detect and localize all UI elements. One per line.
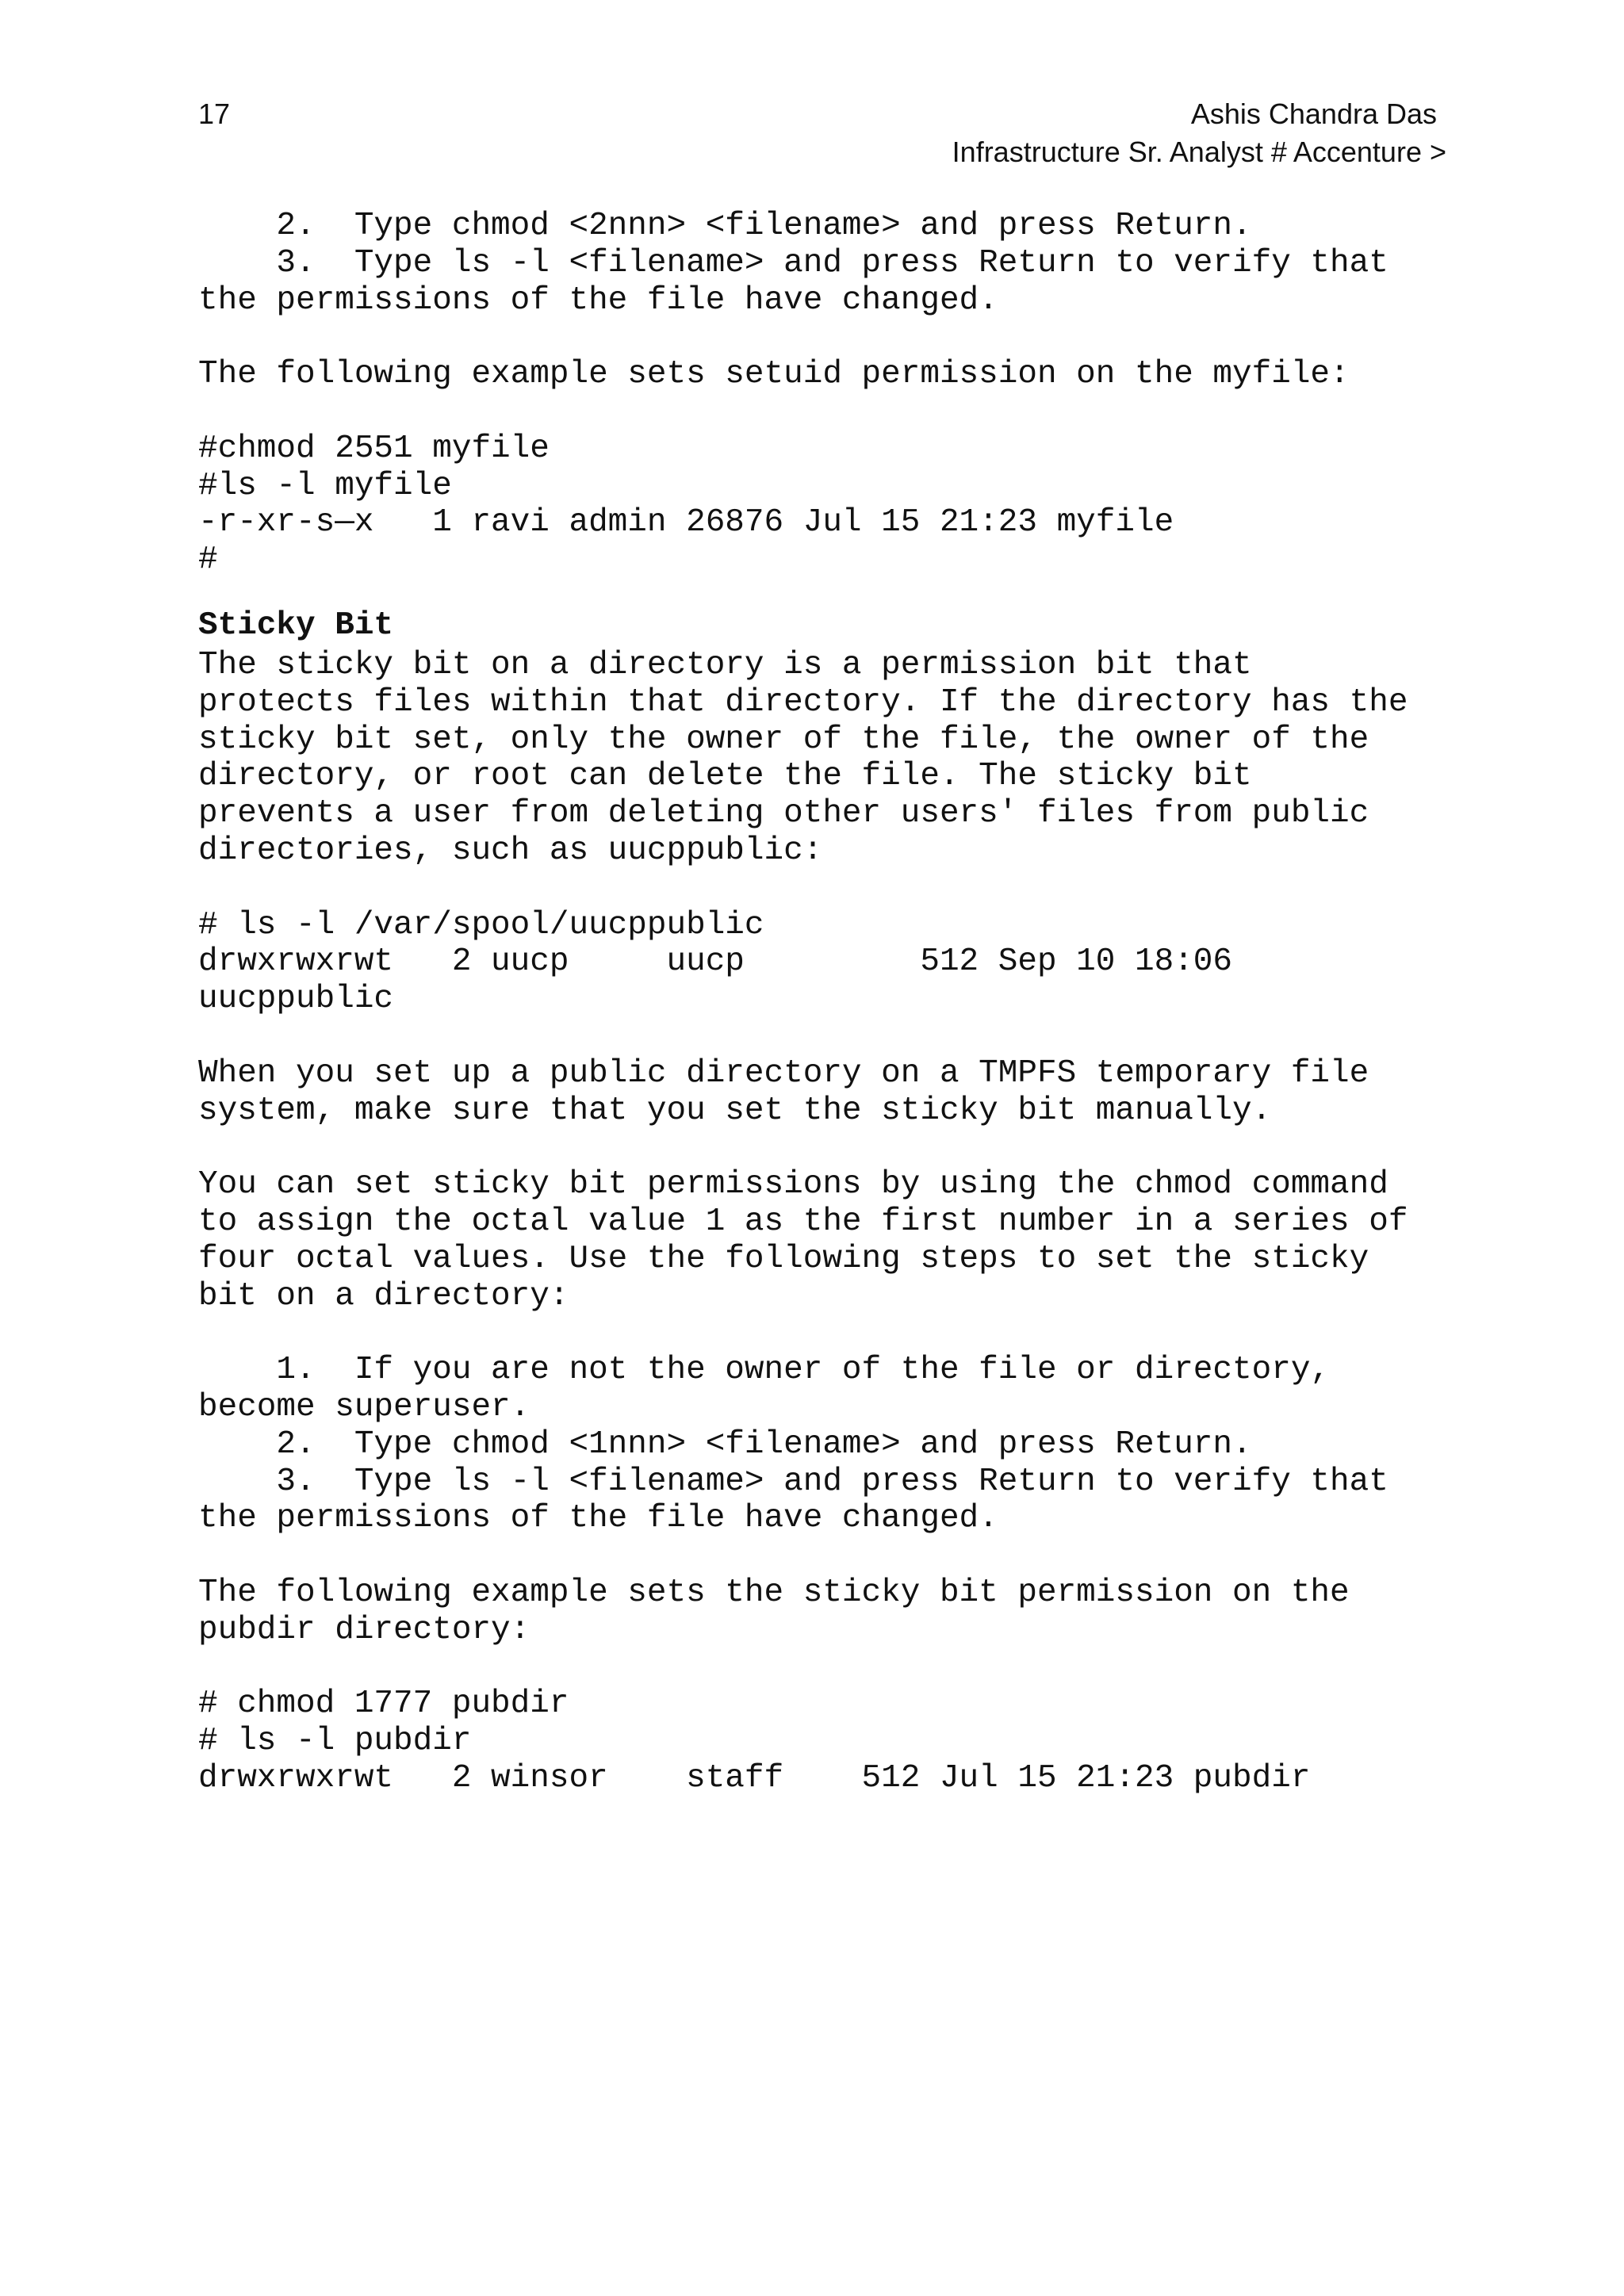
- code-line: -r-xr-s—x 1 ravi admin 26876 Jul 15 21:23 myfile: [198, 504, 1174, 541]
- code-line: #: [198, 541, 218, 579]
- example-intro-sticky-cont: pubdir directory:: [198, 1611, 530, 1648]
- step-2-sticky: 2. Type chmod <1nnn> <filename> and press Return.: [198, 1425, 1252, 1463]
- step-1-sticky: 1. If you are not the owner of the file or directory,: [198, 1352, 1331, 1389]
- code-line: drwxrwxrwt 2 winsor staff 512 Jul 15 21:23 pubdir: [198, 1759, 1311, 1797]
- code-line: # ls -l /var/spool/uucppublic: [198, 906, 764, 943]
- paragraph-line: system, make sure that you set the sticky bit manually.: [198, 1092, 1272, 1129]
- step-3-setgid: 3. Type ls -l <filename> and press Return to verify that: [198, 244, 1388, 281]
- header-author: Ashis Chandra Das: [1190, 98, 1437, 130]
- paragraph-line: You can set sticky bit permissions by using the chmod command: [198, 1166, 1388, 1203]
- paragraph-line: to assign the octal value 1 as the first number in a series of: [198, 1203, 1408, 1240]
- paragraph-line: protects files within that directory. If the directory has the: [198, 683, 1408, 721]
- step-3-sticky: 3. Type ls -l <filename> and press Return to verify that: [198, 1463, 1388, 1500]
- code-line: #chmod 2551 myfile: [198, 430, 550, 467]
- page-number: 17: [198, 98, 231, 130]
- code-line: drwxrwxrwt 2 uucp uucp 512 Sep 10 18:06: [198, 943, 1233, 981]
- example-intro-sticky: The following example sets the sticky bit permission on the: [198, 1574, 1350, 1611]
- step-1-sticky-cont: become superuser.: [198, 1388, 530, 1425]
- paragraph-line: sticky bit set, only the owner of the file, the owner of the: [198, 721, 1369, 758]
- paragraph-line: The sticky bit on a directory is a permission bit that: [198, 646, 1252, 683]
- paragraph-line: directories, such as uucppublic:: [198, 832, 823, 869]
- paragraph-line: prevents a user from deleting other users' files from public: [198, 795, 1369, 832]
- paragraph-line: four octal values. Use the following steps to set the sticky: [198, 1240, 1369, 1277]
- document-body: [198, 208, 1507, 1797]
- step-3-sticky-cont: the permissions of the file have changed.: [198, 1500, 998, 1537]
- code-line: # ls -l pubdir: [198, 1723, 472, 1760]
- example-intro-setuid: The following example sets setuid permission on the myfile:: [198, 356, 1350, 393]
- step-2-setgid: 2. Type chmod <2nnn> <filename> and press Return.: [198, 208, 1252, 244]
- code-line: # chmod 1777 pubdir: [198, 1686, 569, 1723]
- code-line: #ls -l myfile: [198, 467, 452, 504]
- code-line: uucppublic: [198, 981, 394, 1018]
- section-heading-sticky-bit: Sticky Bit: [198, 607, 394, 644]
- paragraph-line: When you set up a public directory on a TMPFS temporary file: [198, 1054, 1369, 1092]
- step-3-setgid-cont: the permissions of the file have changed.: [198, 281, 998, 319]
- header-role: Infrastructure Sr. Analyst # Accenture >: [952, 136, 1446, 168]
- paragraph-line: directory, or root can delete the file. The sticky bit: [198, 758, 1252, 795]
- paragraph-line: bit on a directory:: [198, 1277, 569, 1314]
